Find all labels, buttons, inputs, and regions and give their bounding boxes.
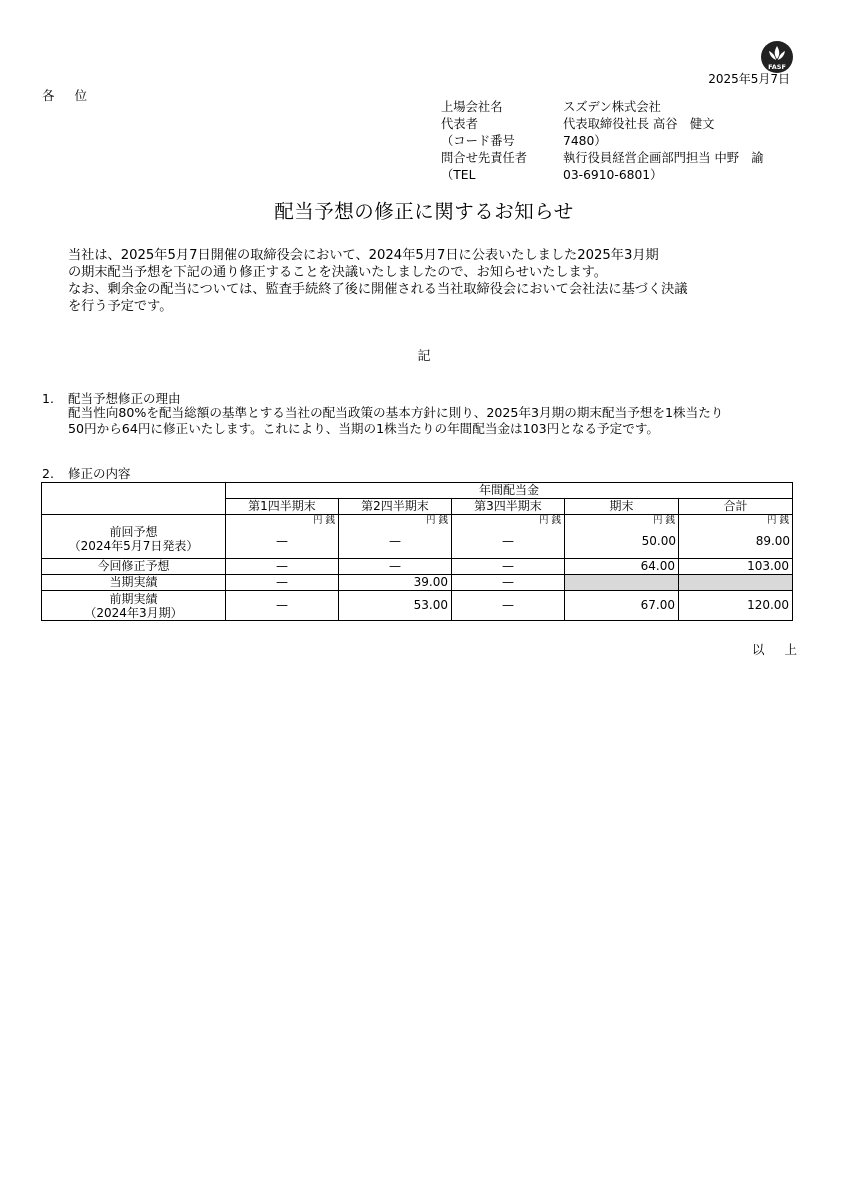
- row-label: [42, 515, 226, 559]
- info-value: 執行役員経営企画部門担当 中野 諭: [563, 151, 764, 165]
- cell-value: —: [339, 559, 452, 575]
- info-value: 7480）: [563, 134, 607, 148]
- closing-mark: 以 上: [752, 642, 805, 657]
- row-label-sub: （2024年5月7日発表）: [68, 539, 199, 553]
- intro-line: 当社は、2025年5月7日開催の取締役会において、2024年5月7日に公表いたしました2025年3月期: [68, 248, 659, 263]
- row-label: [42, 591, 226, 621]
- section-number: 2.: [42, 466, 54, 481]
- addressee: 各 位: [42, 88, 95, 103]
- cell-value-empty: [679, 575, 793, 591]
- cell-value: —: [226, 591, 339, 621]
- table-cell: [226, 515, 339, 559]
- row-label: 当期実績: [42, 575, 226, 591]
- cell-value: 67.00: [565, 591, 679, 621]
- table-row-actual: [42, 575, 793, 591]
- svg-text:FASF: FASF: [768, 63, 786, 71]
- cell-value: —: [226, 575, 339, 591]
- table-cell: [565, 515, 679, 559]
- column-header: 合計: [679, 499, 793, 515]
- row-label-main: 前回予想: [109, 525, 158, 539]
- column-header: 期末: [565, 499, 679, 515]
- info-label: 上場会社名: [441, 100, 503, 114]
- cell-value: —: [452, 559, 565, 575]
- intro-line: なお、剰余金の配当については、監査手続終了後に開催される当社取締役会において会社法に基づく決議: [68, 282, 688, 297]
- info-row-tel: [441, 167, 764, 184]
- unit-label: 円 銭: [312, 515, 335, 526]
- cell-value: 120.00: [679, 591, 793, 621]
- cell-value: —: [389, 534, 401, 548]
- section1-body: [68, 405, 723, 437]
- info-label: 代表者: [441, 117, 478, 131]
- unit-label: 円 銭: [425, 515, 448, 526]
- cell-value: 50.00: [641, 534, 676, 548]
- page-title: 配当予想の修正に関するお知らせ: [274, 200, 574, 223]
- cell-value: 53.00: [339, 591, 452, 621]
- table-row-previous: [42, 515, 793, 559]
- table-cell: [679, 515, 793, 559]
- info-value: スズデン株式会社: [563, 100, 661, 114]
- company-info: [441, 99, 764, 184]
- column-header: 第2四半期末: [339, 499, 452, 515]
- table-corner: [42, 483, 226, 515]
- cell-value: —: [276, 534, 288, 548]
- fasf-logo: [760, 40, 794, 74]
- table-cell: [452, 515, 565, 559]
- unit-label: 円 銭: [652, 515, 675, 526]
- info-label: （コード番号: [441, 134, 515, 148]
- intro-paragraph: [68, 247, 798, 315]
- section-number: 1.: [42, 391, 54, 406]
- section1-line: 50円から64円に修正いたします。これにより、当期の1株当たりの年間配当金は103円となる予定です。: [68, 421, 660, 436]
- cell-value-empty: [565, 575, 679, 591]
- intro-line: を行う予定です。: [68, 299, 173, 314]
- row-label: 今回修正予想: [42, 559, 226, 575]
- dividend-table: [41, 482, 793, 621]
- section-title: 配当予想修正の理由: [68, 391, 181, 406]
- cell-value: —: [226, 559, 339, 575]
- document-date: 2025年5月7日: [708, 72, 790, 86]
- intro-line: の期末配当予想を下記の通り修正することを決議いたしましたので、お知らせいたします。: [68, 265, 607, 280]
- unit-label: 円 銭: [538, 515, 561, 526]
- cell-value: 39.00: [339, 575, 452, 591]
- row-label-main: 前期実績: [109, 591, 158, 606]
- cell-value: 89.00: [755, 534, 791, 548]
- info-row-contact: [441, 150, 764, 167]
- cell-value: 64.00: [565, 559, 679, 575]
- table-row-revised: [42, 559, 793, 575]
- cell-value: 103.00: [679, 559, 793, 575]
- cell-value: —: [502, 534, 514, 548]
- ki-marker: 記: [417, 349, 431, 364]
- group-header: 年間配当金: [226, 483, 793, 499]
- table-cell: [339, 515, 452, 559]
- info-value: 03-6910-6801）: [563, 168, 663, 182]
- info-row-representative: [441, 116, 764, 133]
- column-header: 第3四半期末: [452, 499, 565, 515]
- cell-value: —: [452, 591, 565, 621]
- table-row-last-year: [42, 591, 793, 621]
- info-row-code: [441, 133, 764, 150]
- cell-value: —: [452, 575, 565, 591]
- column-header: 第1四半期末: [226, 499, 339, 515]
- section2-heading: [42, 464, 131, 482]
- section1-line: 配当性向80%を配当総額の基準とする当社の配当政策の基本方針に則り、2025年3月期の期末配当予想を1株当たり: [68, 405, 724, 420]
- row-label-sub: （2024年3月期）: [84, 605, 183, 620]
- info-label: 問合せ先責任者: [441, 151, 528, 165]
- info-label: （TEL: [441, 168, 476, 182]
- info-value: 代表取締役社長 高谷 健文: [563, 117, 715, 131]
- section-title: 修正の内容: [68, 466, 131, 481]
- info-row-company: [441, 99, 764, 116]
- unit-label: 円 銭: [767, 515, 790, 526]
- table-header-row: [42, 483, 793, 499]
